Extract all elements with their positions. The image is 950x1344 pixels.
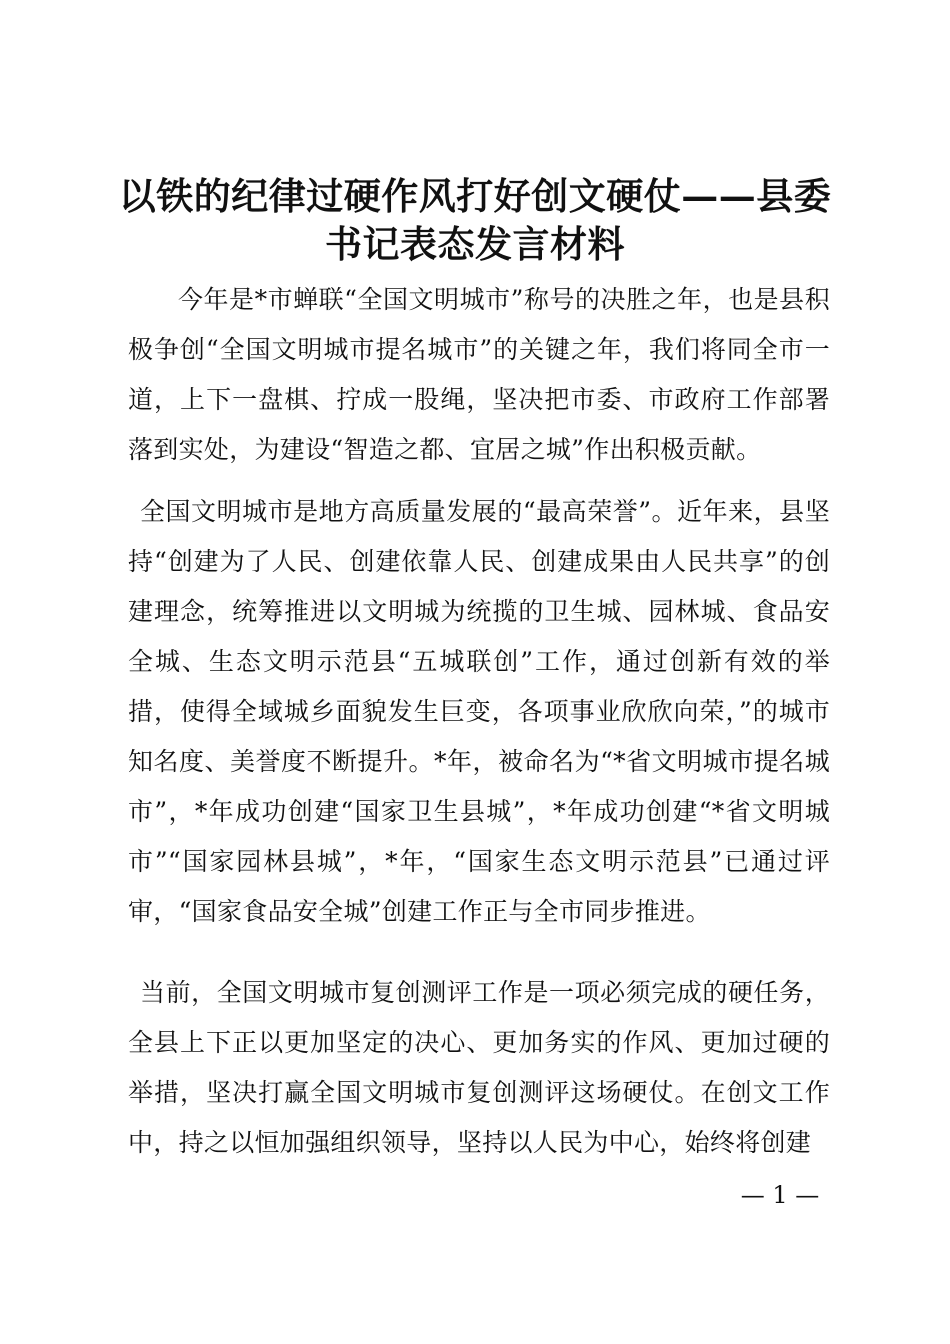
document-title: 以铁的纪律过硬作风打好创文硬仗——县委书记表态发言材料 xyxy=(118,174,832,266)
paragraph-3: 当前，全国文明城市复创测评工作是一项必须完成的硬任务，全县上下正以更加坚定的决心、更加务实的作风、更加过硬的举措，坚决打赢全国文明城市复创测评这场硬仗。在创文工作中，持之以恒加强组织领导，坚持以人民为中心，始终将创建 xyxy=(128,978,830,1157)
paragraph-1: 今年是*市蝉联“全国文明城市”称号的决胜之年，也是县积极争创“全国文明城市提名城市”的关键之年，我们将同全市一道，上下一盘棋、拧成一股绳，坚决把市委、市政府工作部署落到实处，为建设“智造之都、宜居之城”作出积极贡献。 xyxy=(128,285,830,464)
paragraph-2: 全国文明城市是地方高质量发展的“最高荣誉”。近年来，县坚持“创建为了人民、创建依靠人民、创建成果由人民共享”的创建理念，统筹推进以文明城为统揽的卫生城、园林城、食品安全城、生态文明示范县“五城联创”工作，通过创新有效的举措，使得全域城乡面貌发生巨变，各项事业欣欣向荣，”的城市知名度、美誉度不断提升。*年，被命名为“*省文明城市提名城市”，*年成功创建“国家卫生县城”，*年成功创建“*省文明城市”“国家园林县城”，*年，“国家生态文明示范县”已通过评审，“国家食品安全城”创建工作正与全市同步推进。 xyxy=(128,497,830,926)
page-number: — 1 — xyxy=(740,1181,820,1209)
